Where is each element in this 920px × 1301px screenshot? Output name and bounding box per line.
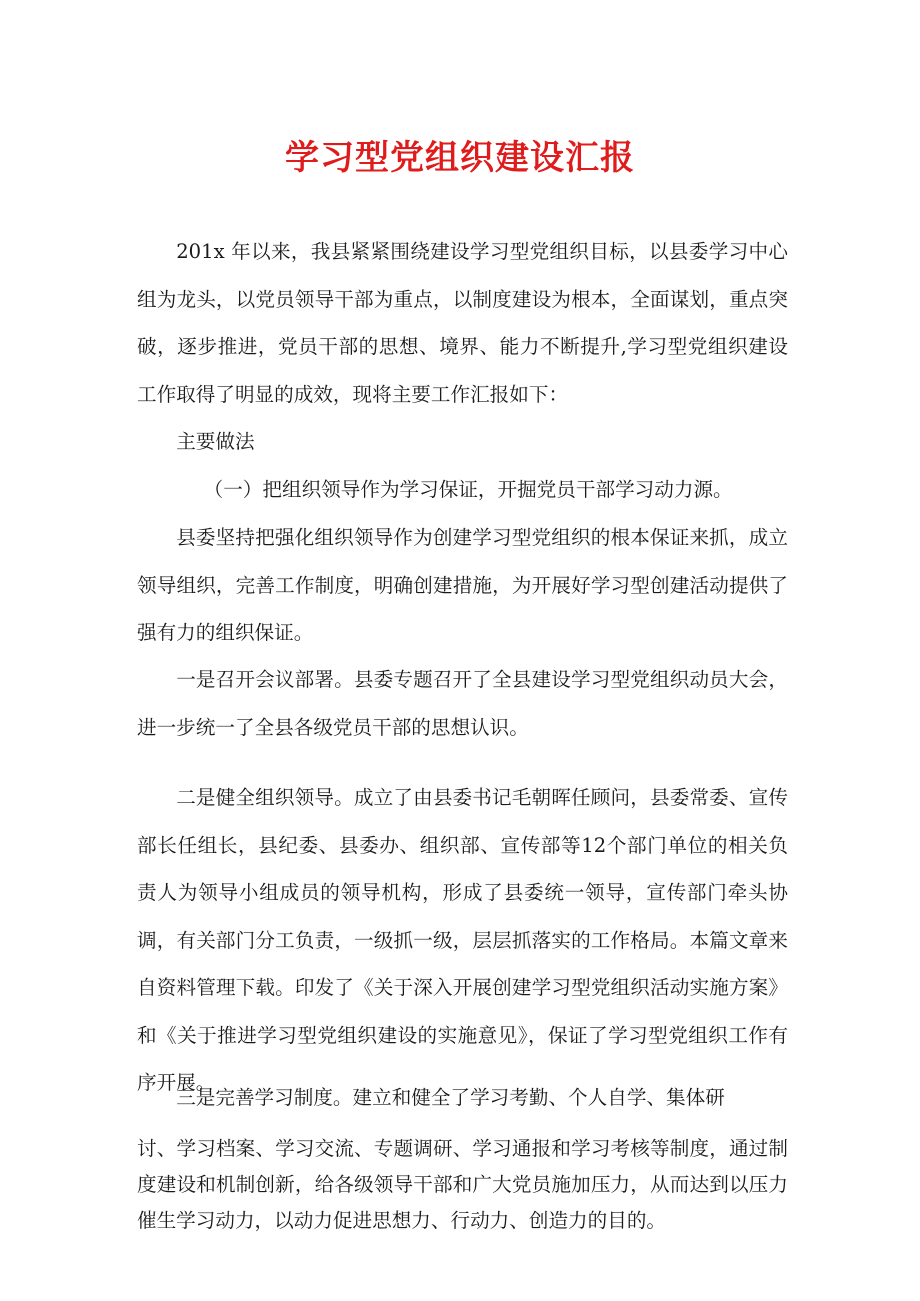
- section-heading: 主要做法: [176, 430, 255, 453]
- paragraph-system-line1: 三是完善学习制度。建立和健全了学习考勤、个人自学、集体研: [176, 1086, 725, 1109]
- paragraph-leadership: 二是健全组织领导。成立了由县委书记毛朝晖任顾问，县委常委、宣传部长任组长，县纪委、县委办、组织部、宣传部等12个部门单位的相关负责人为领导小组成员的领导机构，形成了县委统一领导，宣传部门牵头协调，有关部门分工负责，一级抓一级，层层抓落实的工作格局。本篇文章来自资料管理下载。印发了《关于深入开展创建学习型党组织活动实施方案》和《关于推进学习型党组织建设的实施意见》，保证了学习型党组织工作有序开展。: [137, 786, 788, 1094]
- sub-heading-1: （一）把组织领导作为学习保证，开掘党员干部学习动力源。: [203, 478, 733, 501]
- document-title: 学习型党组织建设汇报: [285, 138, 635, 178]
- intro-paragraph: 201x 年以来，我县紧紧围绕建设学习型党组织目标，以县委学习中心组为龙头，以党员领导干部为重点，以制度建设为根本，全面谋划，重点突破，逐步推进，党员干部的思想、境界、能力不断提升,学习型党组织建设工作取得了明显的成效，现将主要工作汇报如下：: [137, 240, 788, 406]
- paragraph-meeting: 一是召开会议部署。县委专题召开了全县建设学习型党组织动员大会，进一步统一了全县各级党员干部的思想认识。: [137, 668, 788, 739]
- paragraph-system-rest: 讨、学习档案、学习交流、专题调研、学习通报和学习考核等制度，通过制度建设和机制创新，给各级领导干部和广大党员施加压力，从而达到以压力催生学习动力，以动力促进思想力、行动力、创造力的目的。: [137, 1137, 788, 1232]
- paragraph-organization: 县委坚持把强化组织领导作为创建学习型党组织的根本保证来抓，成立领导组织，完善工作制度，明确创建措施，为开展好学习型创建活动提供了强有力的组织保证。: [137, 526, 788, 644]
